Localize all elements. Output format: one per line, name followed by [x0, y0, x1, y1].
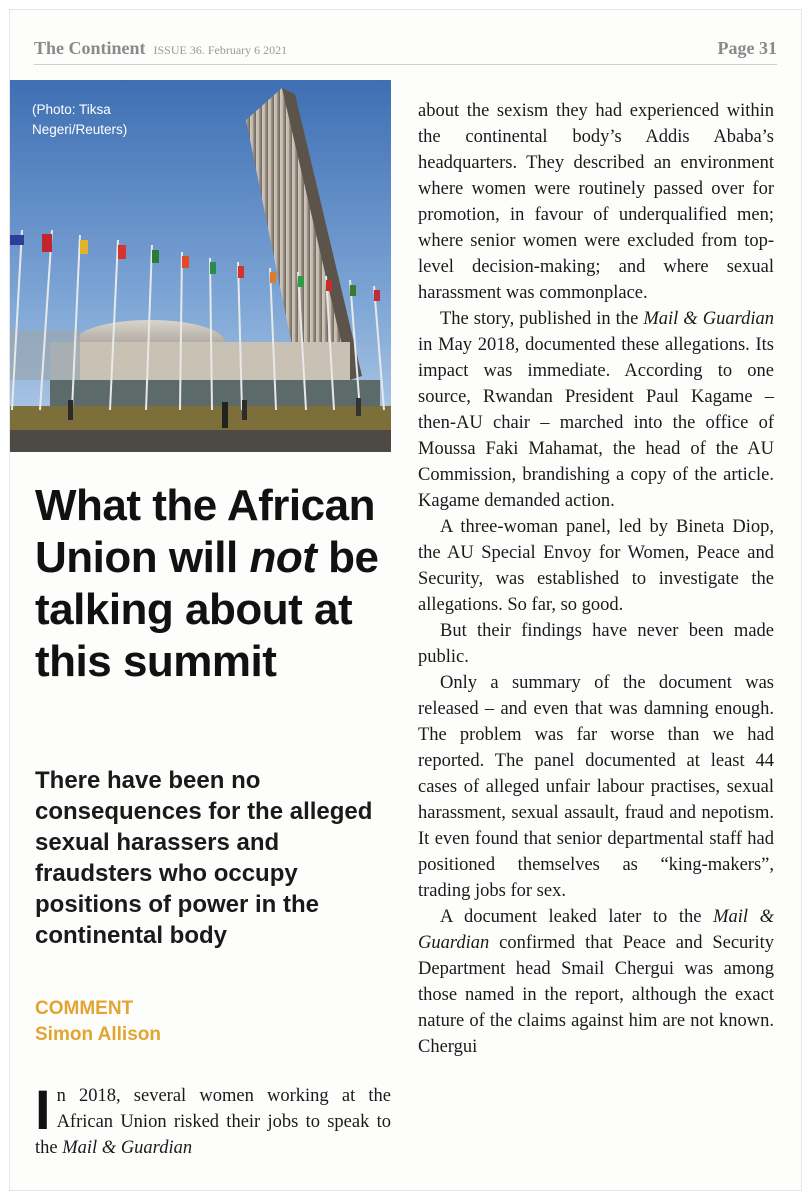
p2-text-a: The story, published in the: [440, 309, 644, 329]
p6-text-a: A document leaked later to the: [440, 907, 714, 927]
author-byline: Simon Allison: [35, 1024, 161, 1045]
body-paragraph-1: about the sexism they had experienced within the continental body’s Addis Ababa’s headquarters. They described an environment where women were routinely passed over for promotion, in favour of underqualified men; where senior women were excluded from top-level decision-making; and where sexual harassment was commonplace.: [418, 101, 774, 303]
headline-emphasis: not: [249, 533, 317, 582]
issue-info: ISSUE 36. February 6 2021: [153, 43, 288, 57]
section-kicker: COMMENT: [35, 998, 134, 1019]
photo-caption: (Photo: Tiksa Negeri/Reuters): [32, 102, 128, 137]
p2-publication: Mail & Guardian: [643, 309, 775, 329]
page-number: Page 31: [717, 38, 777, 58]
headline-part-2: be talking about at this summit: [35, 533, 379, 686]
article-standfirst: There have been no consequences for the alleged sexual harassers and fraudsters who occupy positions of power in the continental body: [35, 767, 373, 949]
body-paragraph-6: [418, 904, 774, 1060]
magazine-page: [10, 10, 801, 1190]
intro-publication: Mail & Guardian: [62, 1138, 193, 1158]
body-paragraph-2: [418, 306, 774, 514]
article-photo: [10, 80, 391, 452]
headline-part-1: What the African Union will: [35, 481, 375, 582]
intro-text: n 2018, several women working at the African Union risked their jobs to speak to the: [35, 1086, 391, 1158]
p6-text-b: confirmed that Peace and Security Department head Smail Chergui was among those named in the report, although the exact nature of the claims against him are not known. Chergui: [418, 933, 774, 1057]
page-header: [34, 38, 777, 65]
p2-text-b: in May 2018, documented these allegations. Its impact was immediate. According to one source, Rwandan President Paul Kagame – then-AU chair – marched into the office of Moussa Faki Mahamat, the head of the AU Commission, brandishing a copy of the article. Kagame demanded action.: [418, 335, 774, 511]
body-paragraph-5: Only a summary of the document was released – and even that was damning enough. The problem was far worse than we had reported. The panel documented at least 44 cases of alleged unfair labour practises, sexual harassment, sexual assault, fraud and nepotism. It even found that senior departmental staff had positioned themselves as “king-makers”, trading jobs for sex.: [418, 673, 774, 901]
publication-name: The Continent: [34, 38, 146, 58]
article-body-column: [418, 98, 774, 1060]
drop-cap: I: [35, 1078, 51, 1141]
article-intro-paragraph: [35, 1078, 391, 1161]
p6-publication: Mail & Guardian: [418, 907, 774, 953]
body-paragraph-3: A three-woman panel, led by Bineta Diop, the AU Special Envoy for Women, Peace and Security, was established to investigate the allegations. So far, so good.: [418, 517, 774, 615]
article-headline: [35, 480, 395, 688]
body-paragraph-4: But their findings have never been made public.: [418, 621, 774, 667]
